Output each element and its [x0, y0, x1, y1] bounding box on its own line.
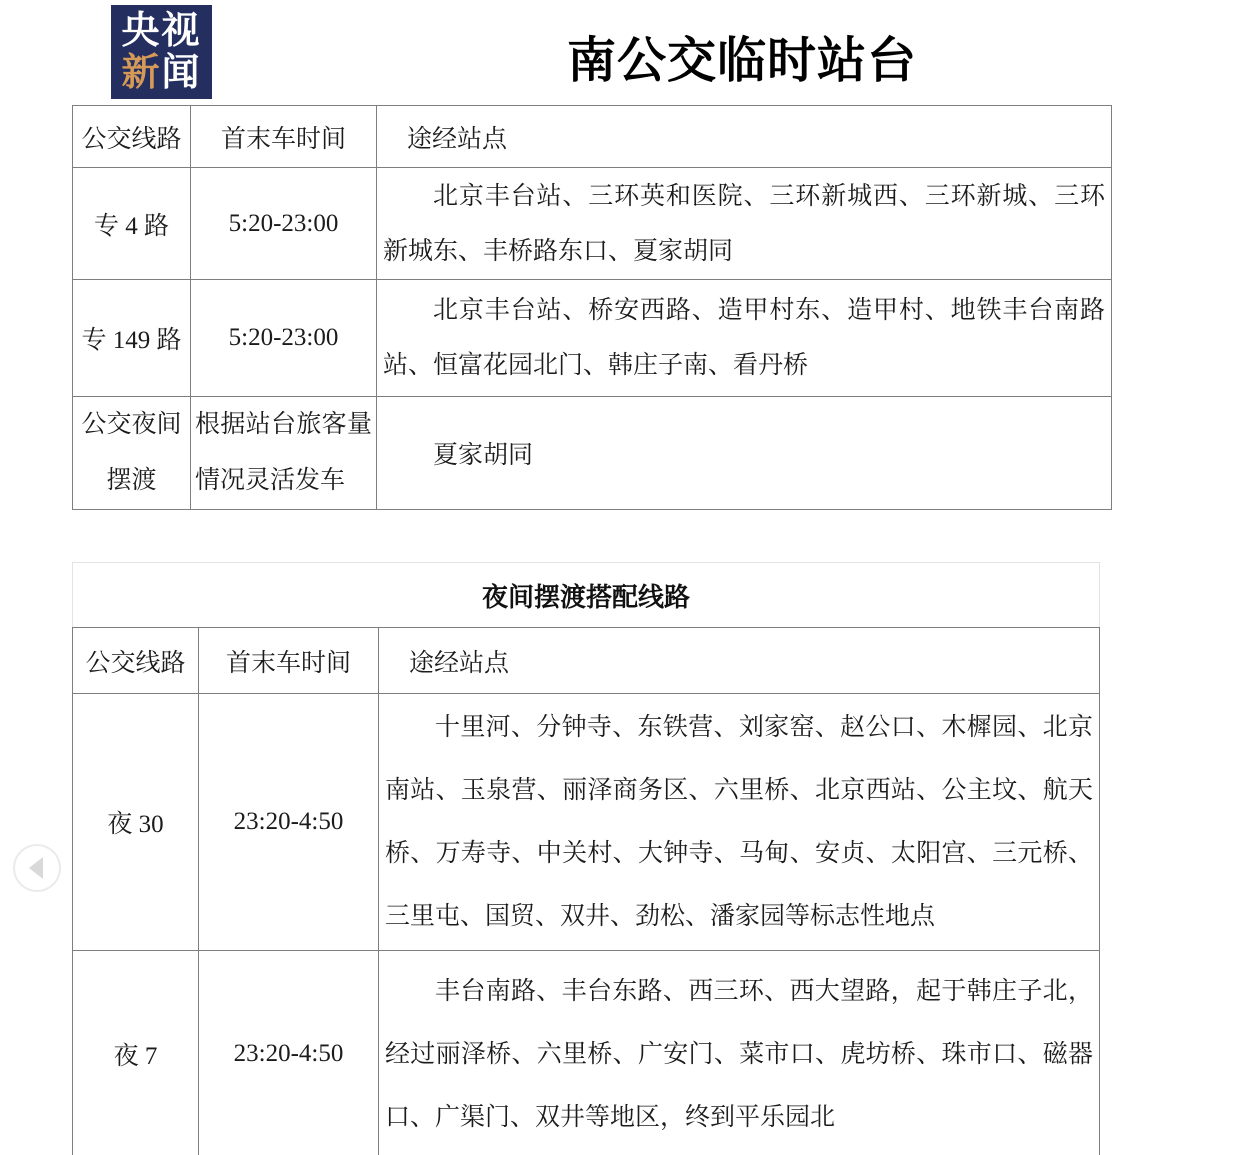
col-header-first-last-time: 首末车时间	[199, 628, 379, 694]
stations-text: 丰台南路、丰台东路、西三环、西大望路，起于韩庄子北，经过丽泽桥、六里桥、广安门、菜市口、虎坊桥、珠市口、磁器口、广渠门、双井等地区，终到平乐园北	[385, 977, 1093, 1131]
table-row	[73, 951, 1100, 1155]
night-shuttle-section	[72, 562, 1100, 1155]
logo-line-2	[121, 52, 201, 94]
stations-cell: 夏家胡同	[377, 397, 1112, 510]
stations-text: 十里河、分钟寺、东铁营、刘家窑、赵公口、木樨园、北京南站、玉泉营、丽泽商务区、六里桥、北京西站、公主坟、航天桥、万寿寺、中关村、大钟寺、马甸、安贞、太阳宫、三元桥、三里屯、国贸、双井、劲松、潘家园等标志性地点	[385, 714, 1093, 930]
bus-line-cell: 公交夜间摆渡	[73, 397, 191, 510]
cctv-news-logo	[111, 5, 212, 99]
carousel-prev-button[interactable]	[12, 843, 62, 893]
time-cell: 23:20-4:50	[199, 694, 379, 951]
bus-line-cell: 夜 7	[73, 951, 199, 1155]
table-row	[73, 280, 1112, 397]
time-cell: 23:20-4:50	[199, 951, 379, 1155]
stations-cell	[377, 168, 1112, 280]
stations-text: 北京丰台站、三环英和医院、三环新城西、三环新城、三环新城东、丰桥路东口、夏家胡同	[383, 182, 1105, 265]
temporary-platform-table	[72, 105, 1112, 510]
stations-cell	[379, 694, 1100, 951]
table-row	[73, 168, 1112, 280]
bus-line-cell: 专 4 路	[73, 168, 191, 280]
table-header-row	[73, 628, 1100, 694]
logo-text-xin: 新	[121, 52, 162, 94]
time-cell: 5:20-23:00	[191, 168, 377, 280]
page-title: 南公交临时站台	[567, 33, 918, 88]
col-header-stations: 途经站点	[379, 628, 1100, 694]
left-arrow-icon	[12, 843, 62, 893]
time-cell: 根据站台旅客量情况灵活发车	[191, 397, 377, 510]
logo-line-1	[121, 10, 201, 52]
table-row	[73, 694, 1100, 951]
time-cell: 5:20-23:00	[191, 280, 377, 397]
bus-line-cell: 专 149 路	[73, 280, 191, 397]
col-header-stations: 途经站点	[377, 106, 1112, 168]
col-header-bus-line: 公交线路	[73, 628, 199, 694]
col-header-first-last-time: 首末车时间	[191, 106, 377, 168]
stations-cell	[377, 280, 1112, 397]
stations-cell	[379, 951, 1100, 1155]
col-header-bus-line: 公交线路	[73, 106, 191, 168]
bus-line-cell: 夜 30	[73, 694, 199, 951]
night-shuttle-table-title: 夜间摆渡搭配线路	[72, 562, 1100, 627]
table-header-row	[73, 106, 1112, 168]
logo-text-wen: 闻	[161, 52, 202, 94]
table-row	[73, 397, 1112, 510]
logo-text-yangshi: 央视	[121, 10, 202, 52]
night-shuttle-table	[72, 627, 1100, 1155]
stations-text: 北京丰台站、桥安西路、造甲村东、造甲村、地铁丰台南路站、恒富花园北门、韩庄子南、看丹桥	[383, 297, 1105, 379]
